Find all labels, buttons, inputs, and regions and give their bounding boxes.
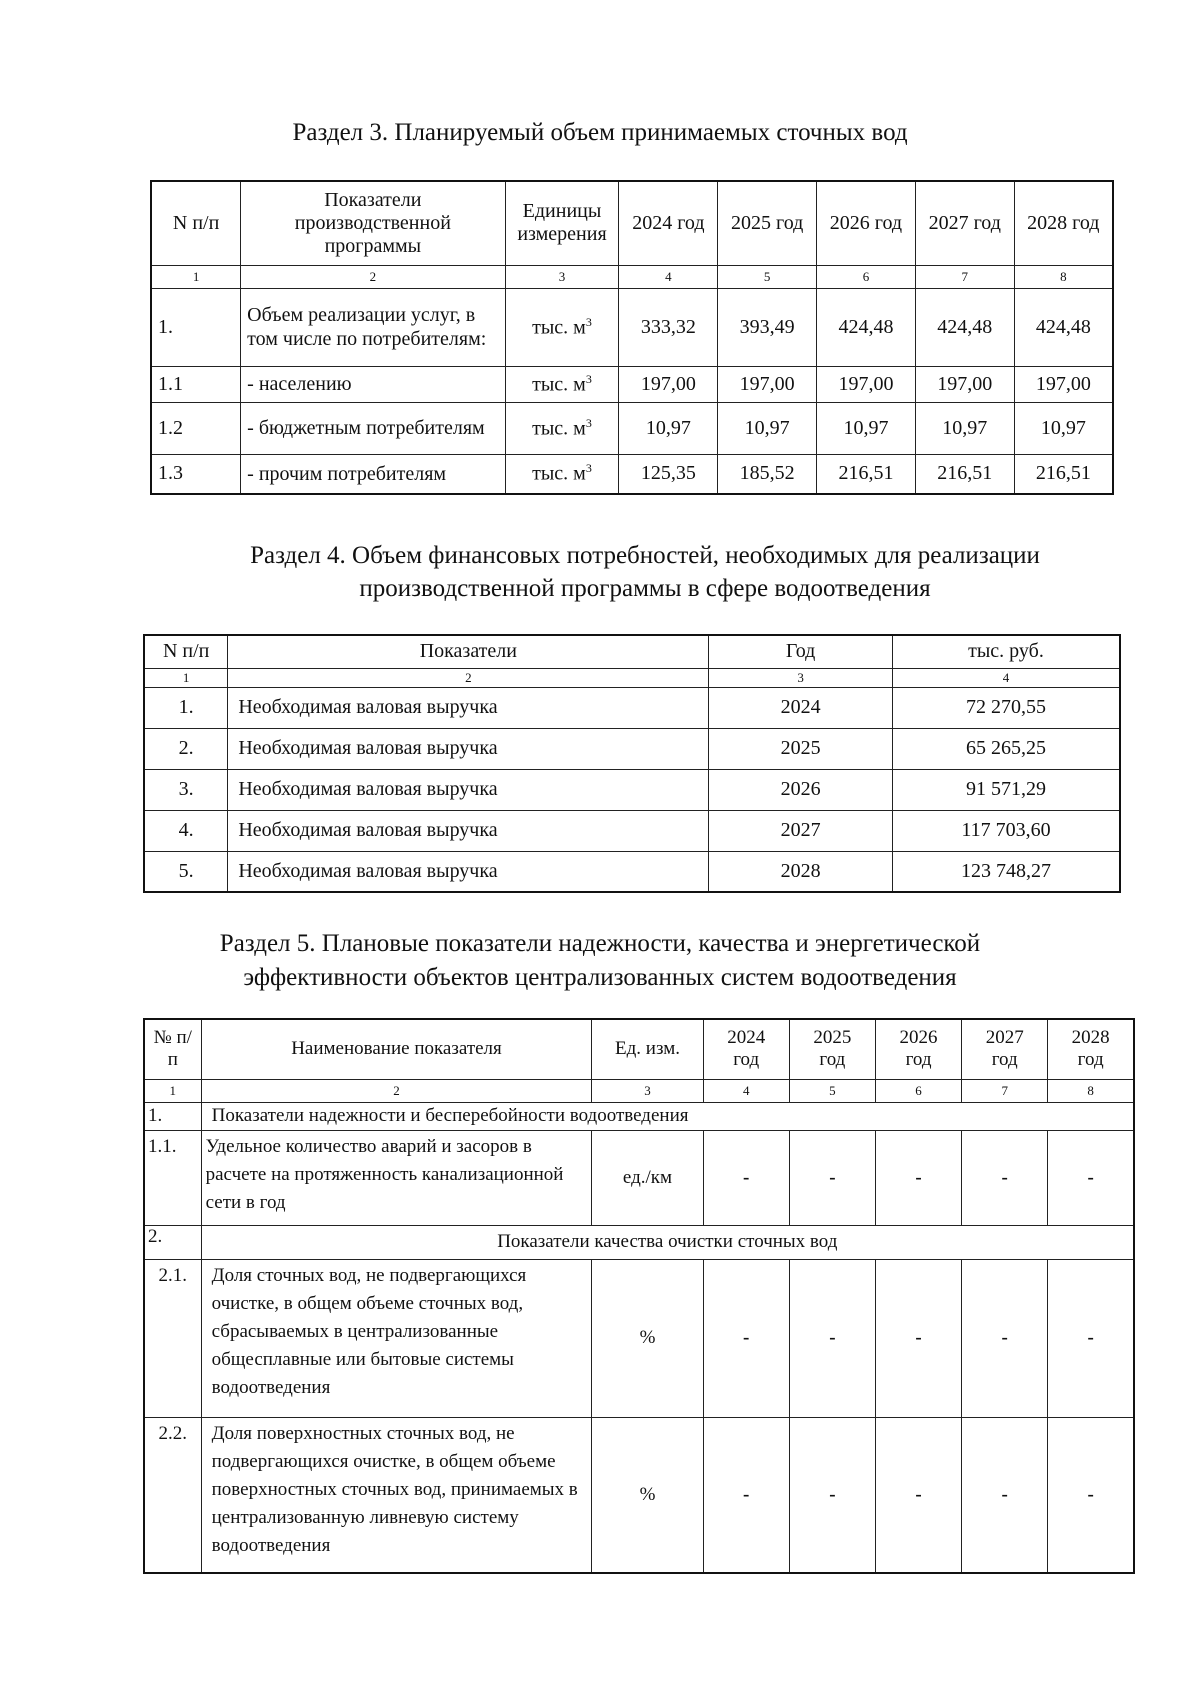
row-number: 2.2.: [144, 1417, 201, 1573]
value-cell: -: [962, 1417, 1048, 1573]
value-cell: 10,97: [619, 402, 718, 454]
row-name: - бюджетным потребителям: [241, 402, 505, 454]
row-year: 2028: [709, 851, 893, 892]
row-number: 1.: [151, 288, 241, 366]
table-row: [144, 851, 1120, 892]
value-cell: -: [703, 1417, 789, 1573]
col-num: 2: [241, 265, 505, 288]
col-num: 1: [151, 265, 241, 288]
row-number: 2.1.: [144, 1259, 201, 1417]
column-number-row: [144, 668, 1120, 687]
value-cell: 197,00: [718, 366, 817, 402]
row-value: 123 748,27: [892, 851, 1120, 892]
value-cell: -: [962, 1130, 1048, 1225]
col-num: 8: [1048, 1079, 1134, 1102]
header-cell: 2025 год: [789, 1019, 875, 1079]
header-cell: 2028 год: [1048, 1019, 1134, 1079]
value-cell: 216,51: [817, 454, 916, 494]
value-cell: 197,00: [817, 366, 916, 402]
value-cell: 10,97: [1014, 402, 1113, 454]
col-num: 5: [789, 1079, 875, 1102]
value-cell: -: [875, 1259, 961, 1417]
table-row: [144, 1417, 1134, 1573]
value-cell: -: [1048, 1259, 1134, 1417]
row-unit: [505, 288, 619, 366]
row-year: 2025: [709, 728, 893, 769]
row-name: Необходимая валовая выручка: [228, 687, 709, 728]
section3-title: Раздел 3. Планируемый объем принимаемых сточных вод: [292, 119, 908, 146]
value-cell: -: [962, 1259, 1048, 1417]
section5-title-line1: Раздел 5. Плановые показатели надежности, качества и энергетической: [219, 930, 981, 957]
row-number: 1.3: [151, 454, 241, 494]
section5-title-line2: эффективности объектов централизованных систем водоотведения: [243, 964, 957, 991]
header-cell: 2028 год: [1014, 181, 1113, 265]
row-value: 117 703,60: [892, 810, 1120, 851]
header-cell: Показатели: [228, 635, 709, 668]
row-number: 3.: [144, 769, 228, 810]
header-cell: тыс. руб.: [892, 635, 1120, 668]
group-number: 2.: [144, 1225, 201, 1259]
row-number: 5.: [144, 851, 228, 892]
value-cell: -: [875, 1130, 961, 1225]
row-number: 2.: [144, 728, 228, 769]
value-cell: 424,48: [1014, 288, 1113, 366]
row-unit: [505, 402, 619, 454]
value-cell: 333,32: [619, 288, 718, 366]
header-cell: Единицы измерения: [505, 181, 619, 265]
group-row: [144, 1225, 1134, 1259]
col-num: 3: [505, 265, 619, 288]
table-row: [151, 366, 1113, 402]
col-num: 4: [619, 265, 718, 288]
col-num: 6: [875, 1079, 961, 1102]
col-num: 6: [817, 265, 916, 288]
row-name: Необходимая валовая выручка: [228, 769, 709, 810]
unit-base: тыс. м: [532, 316, 586, 339]
col-num: 1: [144, 1079, 201, 1102]
table-row: [151, 402, 1113, 454]
row-value: 72 270,55: [892, 687, 1120, 728]
row-number: 1.2: [151, 402, 241, 454]
row-number: 1.1: [151, 366, 241, 402]
value-cell: -: [1048, 1417, 1134, 1573]
header-cell: 2026 год: [875, 1019, 961, 1079]
header-cell: 2027 год: [915, 181, 1014, 265]
col-num: 7: [962, 1079, 1048, 1102]
header-cell: Наименование показателя: [201, 1019, 592, 1079]
row-year: 2026: [709, 769, 893, 810]
row-value: 91 571,29: [892, 769, 1120, 810]
group-row: [144, 1102, 1134, 1130]
header-cell: Показатели производственной программы: [241, 181, 505, 265]
value-cell: 10,97: [718, 402, 817, 454]
header-cell: 2027 год: [962, 1019, 1048, 1079]
table-row: [144, 1130, 1134, 1225]
value-cell: -: [703, 1130, 789, 1225]
value-cell: 197,00: [619, 366, 718, 402]
value-cell: 197,00: [1014, 366, 1113, 402]
value-cell: 393,49: [718, 288, 817, 366]
unit-sup: 3: [585, 461, 592, 476]
value-cell: -: [1048, 1130, 1134, 1225]
col-num: 4: [892, 668, 1120, 687]
value-cell: 125,35: [619, 454, 718, 494]
value-cell: 216,51: [915, 454, 1014, 494]
row-unit: %: [592, 1417, 703, 1573]
header-cell: 2024 год: [619, 181, 718, 265]
value-cell: 185,52: [718, 454, 817, 494]
group-title: Показатели надежности и бесперебойности водоотведения: [201, 1102, 1134, 1130]
row-name: Необходимая валовая выручка: [228, 851, 709, 892]
table-row: [144, 728, 1120, 769]
value-cell: -: [789, 1259, 875, 1417]
value-cell: 424,48: [915, 288, 1014, 366]
row-value: 65 265,25: [892, 728, 1120, 769]
col-num: 3: [709, 668, 893, 687]
reliability-indicators-table: [143, 1018, 1135, 1574]
table-row: [151, 454, 1113, 494]
column-number-row: [151, 265, 1113, 288]
header-cell: N п/п: [144, 635, 228, 668]
row-number: 4.: [144, 810, 228, 851]
table-row: [151, 288, 1113, 366]
row-number: 1.1.: [144, 1130, 201, 1225]
value-cell: 197,00: [915, 366, 1014, 402]
header-row: [144, 635, 1120, 668]
unit-sup: 3: [585, 371, 592, 386]
row-name: Доля поверхностных сточных вод, не подвергающихся очистке, в общем объеме поверхностных сточных вод, принимаемых в централизованную ливневую систему водоотведения: [201, 1417, 592, 1573]
row-name: Необходимая валовая выручка: [228, 728, 709, 769]
header-cell: № п/п: [144, 1019, 201, 1079]
col-num: 4: [703, 1079, 789, 1102]
row-unit: %: [592, 1259, 703, 1417]
table-row: [144, 687, 1120, 728]
row-name: Необходимая валовая выручка: [228, 810, 709, 851]
value-cell: -: [789, 1417, 875, 1573]
unit-base: тыс. м: [532, 373, 586, 396]
col-num: 7: [915, 265, 1014, 288]
header-cell: 2025 год: [718, 181, 817, 265]
group-number: 1.: [144, 1102, 201, 1130]
unit-sup: 3: [585, 314, 592, 329]
row-name: Объем реализации услуг, в том числе по потребителям:: [241, 288, 505, 366]
col-num: 1: [144, 668, 228, 687]
value-cell: -: [875, 1417, 961, 1573]
header-cell: Ед. изм.: [592, 1019, 703, 1079]
value-cell: 216,51: [1014, 454, 1113, 494]
section4-title-line2: производственной программы в сфере водоотведения: [359, 575, 931, 602]
value-cell: 10,97: [817, 402, 916, 454]
row-year: 2024: [709, 687, 893, 728]
col-num: 2: [228, 668, 709, 687]
value-cell: 10,97: [915, 402, 1014, 454]
col-num: 8: [1014, 265, 1113, 288]
row-name: Удельное количество аварий и засоров в расчете на протяженность канализационной сети в год: [201, 1130, 592, 1225]
header-cell: 2026 год: [817, 181, 916, 265]
col-num: 5: [718, 265, 817, 288]
unit-base: тыс. м: [532, 463, 586, 486]
row-unit: [505, 366, 619, 402]
row-name: Доля сточных вод, не подвергающихся очистке, в общем объеме сточных вод, сбрасываемых в централизованные общесплавные или бытовые системы водоотведения: [201, 1259, 592, 1417]
table-row: [144, 769, 1120, 810]
unit-base: тыс. м: [532, 417, 586, 440]
value-cell: -: [789, 1130, 875, 1225]
value-cell: 424,48: [817, 288, 916, 366]
header-cell: 2024 год: [703, 1019, 789, 1079]
row-name: - населению: [241, 366, 505, 402]
row-year: 2027: [709, 810, 893, 851]
column-number-row: [144, 1079, 1134, 1102]
planned-volume-table: [150, 180, 1114, 495]
header-cell: Год: [709, 635, 893, 668]
row-unit: ед./км: [592, 1130, 703, 1225]
col-num: 2: [201, 1079, 592, 1102]
row-name: - прочим потребителям: [241, 454, 505, 494]
financial-needs-table: [143, 634, 1121, 893]
section4-title-line1: Раздел 4. Объем финансовых потребностей, необходимых для реализации: [250, 542, 1040, 569]
table-row: [144, 810, 1120, 851]
unit-sup: 3: [585, 415, 592, 430]
table-row: [144, 1259, 1134, 1417]
row-unit: [505, 454, 619, 494]
group-title: Показатели качества очистки сточных вод: [201, 1225, 1134, 1259]
header-cell: N п/п: [151, 181, 241, 265]
header-row: [144, 1019, 1134, 1079]
value-cell: -: [703, 1259, 789, 1417]
header-row: [151, 181, 1113, 265]
col-num: 3: [592, 1079, 703, 1102]
row-number: 1.: [144, 687, 228, 728]
